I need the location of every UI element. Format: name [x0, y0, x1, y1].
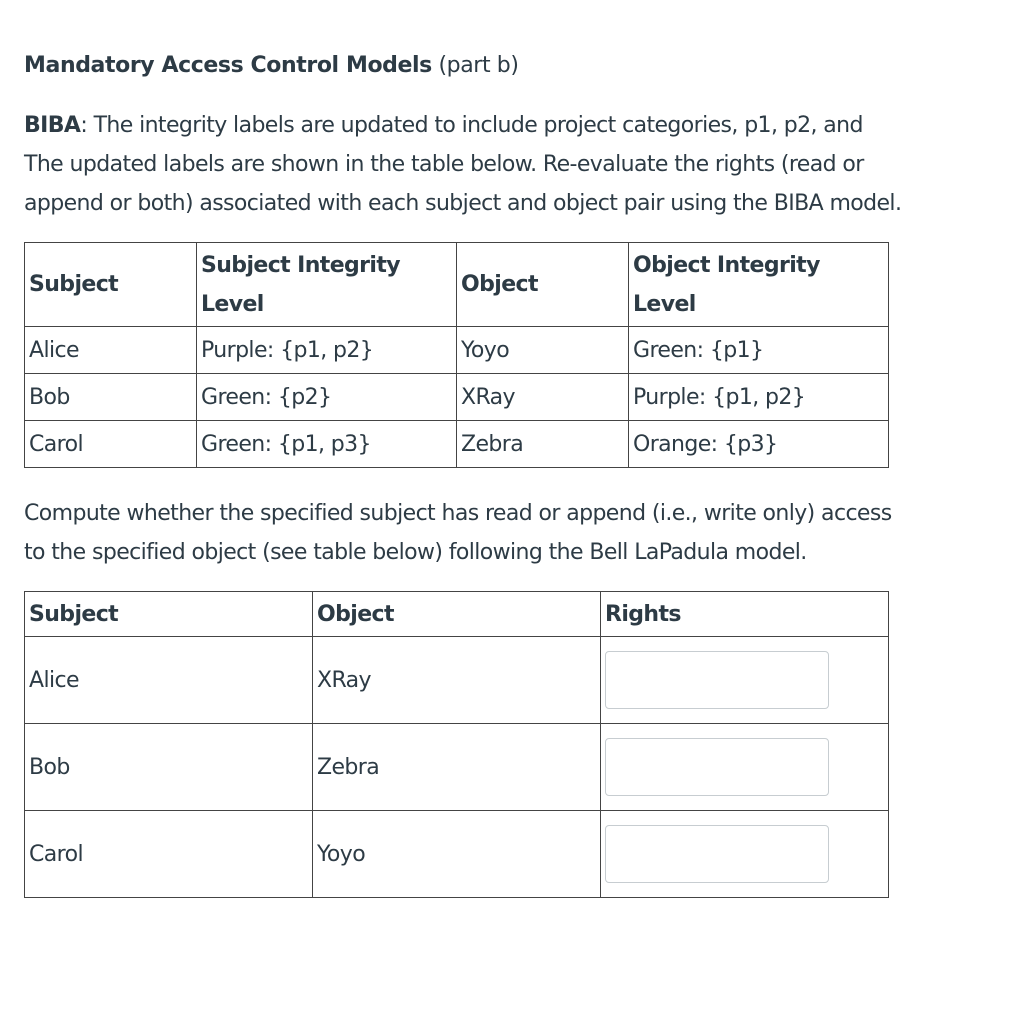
intro-line-2: The updated labels are shown in the table below. Re-evaluate the rights (read or	[24, 152, 864, 177]
cell-object: XRay	[313, 637, 601, 724]
instructions-line-2: to the specified object (see table below) following the Bell LaPadula model.	[24, 540, 807, 565]
cell-object: Yoyo	[313, 811, 601, 898]
header-subject: Subject	[25, 243, 197, 327]
table-row	[25, 327, 889, 374]
intro-line-3: append or both) associated with each subject and object pair using the BIBA model.	[24, 191, 902, 216]
table-row	[25, 637, 889, 724]
cell-object: XRay	[457, 374, 629, 421]
cell-subject: Carol	[25, 811, 313, 898]
cell-object: Zebra	[313, 724, 601, 811]
cell-object-level: Green: {p1}	[629, 327, 889, 374]
cell-subject: Bob	[25, 374, 197, 421]
intro-line-1	[24, 106, 1004, 145]
rights-input-bob[interactable]	[605, 738, 829, 796]
cell-object: Zebra	[457, 421, 629, 468]
rights-input-carol[interactable]	[605, 825, 829, 883]
title-bold: Mandatory Access Control Models	[24, 53, 432, 78]
header-subject: Subject	[25, 592, 313, 637]
header-rights: Rights	[601, 592, 889, 637]
cell-subject: Alice	[25, 637, 313, 724]
cell-subject-level: Green: {p2}	[197, 374, 457, 421]
instructions-paragraph	[24, 494, 1004, 572]
header-object: Object	[313, 592, 601, 637]
cell-object-level: Purple: {p1, p2}	[629, 374, 889, 421]
table-row	[25, 374, 889, 421]
cell-rights	[601, 637, 889, 724]
cell-subject: Carol	[25, 421, 197, 468]
table-header-row	[25, 592, 889, 637]
rights-input-alice[interactable]	[605, 651, 829, 709]
header-subject-integrity: Subject Integrity Level	[197, 243, 457, 327]
cell-rights	[601, 811, 889, 898]
title-suffix: (part b)	[431, 53, 519, 78]
cell-subject: Alice	[25, 327, 197, 374]
table-row	[25, 724, 889, 811]
rights-table	[24, 591, 889, 898]
intro-paragraph	[24, 106, 1004, 223]
table-row	[25, 421, 889, 468]
intro-line-1-text: : The integrity labels are updated to include project categories, p1, p2, and	[80, 113, 863, 138]
page-title	[24, 50, 519, 82]
header-object-integrity: Object Integrity Level	[629, 243, 889, 327]
integrity-labels-table	[24, 242, 889, 468]
cell-object-level: Orange: {p3}	[629, 421, 889, 468]
table-row	[25, 811, 889, 898]
cell-subject-level: Purple: {p1, p2}	[197, 327, 457, 374]
instructions-line-1: Compute whether the specified subject has read or append (i.e., write only) access	[24, 501, 892, 526]
cell-subject-level: Green: {p1, p3}	[197, 421, 457, 468]
cell-rights	[601, 724, 889, 811]
cell-subject: Bob	[25, 724, 313, 811]
cell-object: Yoyo	[457, 327, 629, 374]
header-object: Object	[457, 243, 629, 327]
table-header-row	[25, 243, 889, 327]
intro-bold: BIBA	[24, 113, 81, 138]
